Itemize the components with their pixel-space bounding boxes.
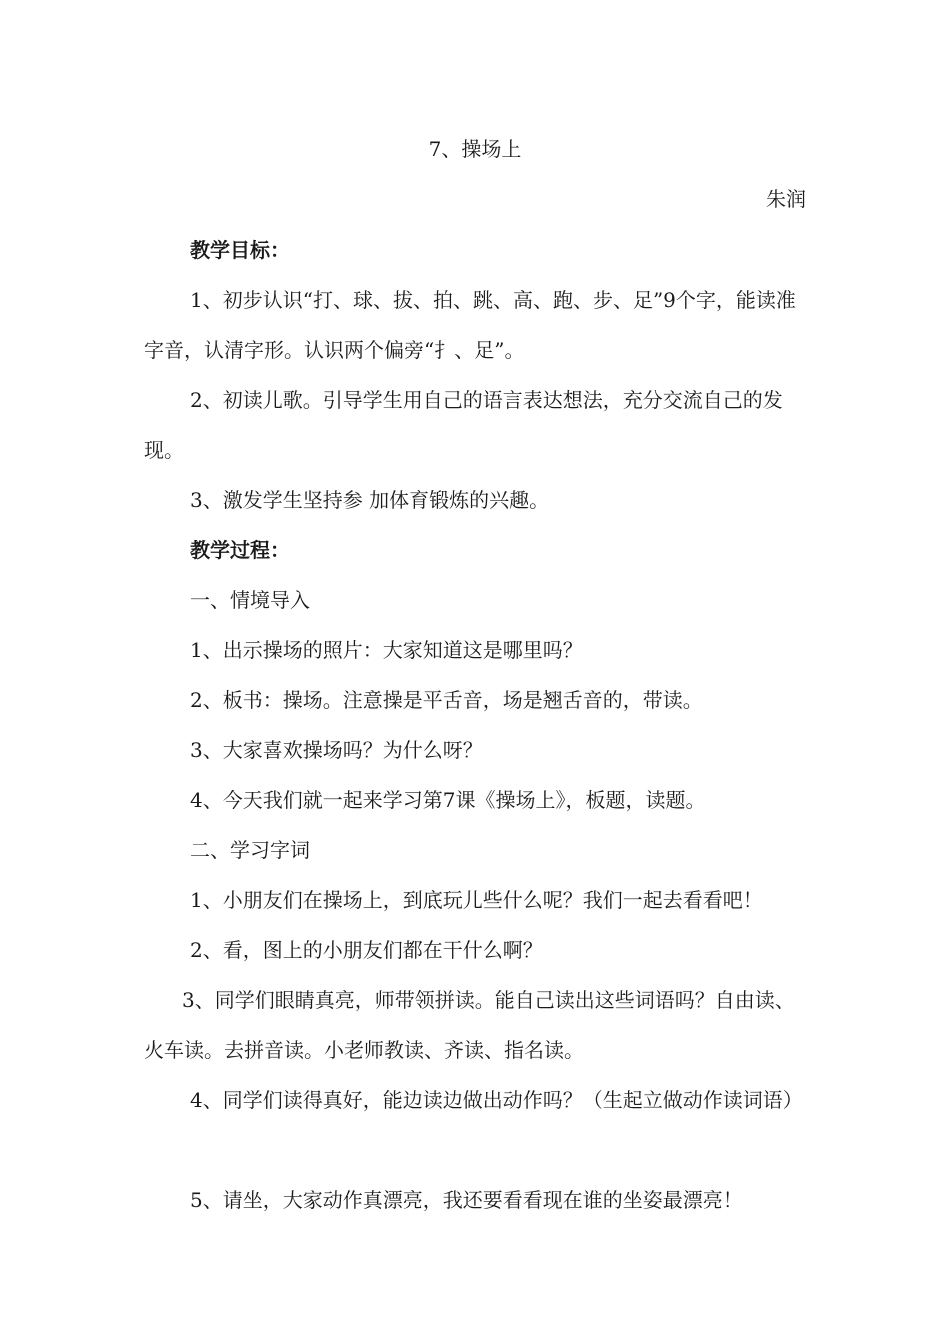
document-title: 7、操场上 xyxy=(428,137,522,161)
section-item: 2、看，图上的小朋友们都在干什么啊？ xyxy=(190,938,543,962)
section-item: 5、请坐，大家动作真漂亮，我还要看看现在谁的坐姿最漂亮！ xyxy=(190,1188,743,1212)
section-item: 2、板书：操场。注意操是平舌音，场是翘舌音的，带读。 xyxy=(190,688,703,712)
section-item: 4、今天我们就一起来学习第7课《操场上》，板题，读题。 xyxy=(190,788,706,812)
section-item: 3、大家喜欢操场吗？为什么呀？ xyxy=(190,738,483,762)
section-item: 1、小朋友们在操场上，到底玩儿些什么呢？我们一起去看看吧！ xyxy=(190,888,763,912)
objectives-heading: 教学目标： xyxy=(190,238,290,262)
section-item: 4、同学们读得真好，能边读边做出动作吗？（生起立做动作读词语） xyxy=(190,1088,803,1112)
section-item: 3、同学们眼睛真亮，师带领拼读。能自己读出这些词语吗？自由读、火车读。去拼音读。小老师教读、齐读、指名读。 xyxy=(144,988,795,1062)
section-item: 1、出示操场的照片：大家知道这是哪里吗？ xyxy=(190,638,583,662)
objective-item: 3、激发学生坚持参 加体育锻炼的兴趣。 xyxy=(190,488,550,512)
section-heading: 一、情境导入 xyxy=(190,588,310,612)
author-name: 朱润 xyxy=(766,187,806,211)
objective-item: 1、初步认识“打、球、拔、拍、跳、高、跑、步、足”9个字，能读准字音，认清字形。认识两个偏旁“扌、足”。 xyxy=(144,288,796,362)
section-heading: 二、学习字词 xyxy=(190,838,310,862)
process-heading: 教学过程： xyxy=(190,538,290,562)
objective-item: 2、初读儿歌。引导学生用自己的语言表达想法，充分交流自己的发现。 xyxy=(144,388,783,462)
